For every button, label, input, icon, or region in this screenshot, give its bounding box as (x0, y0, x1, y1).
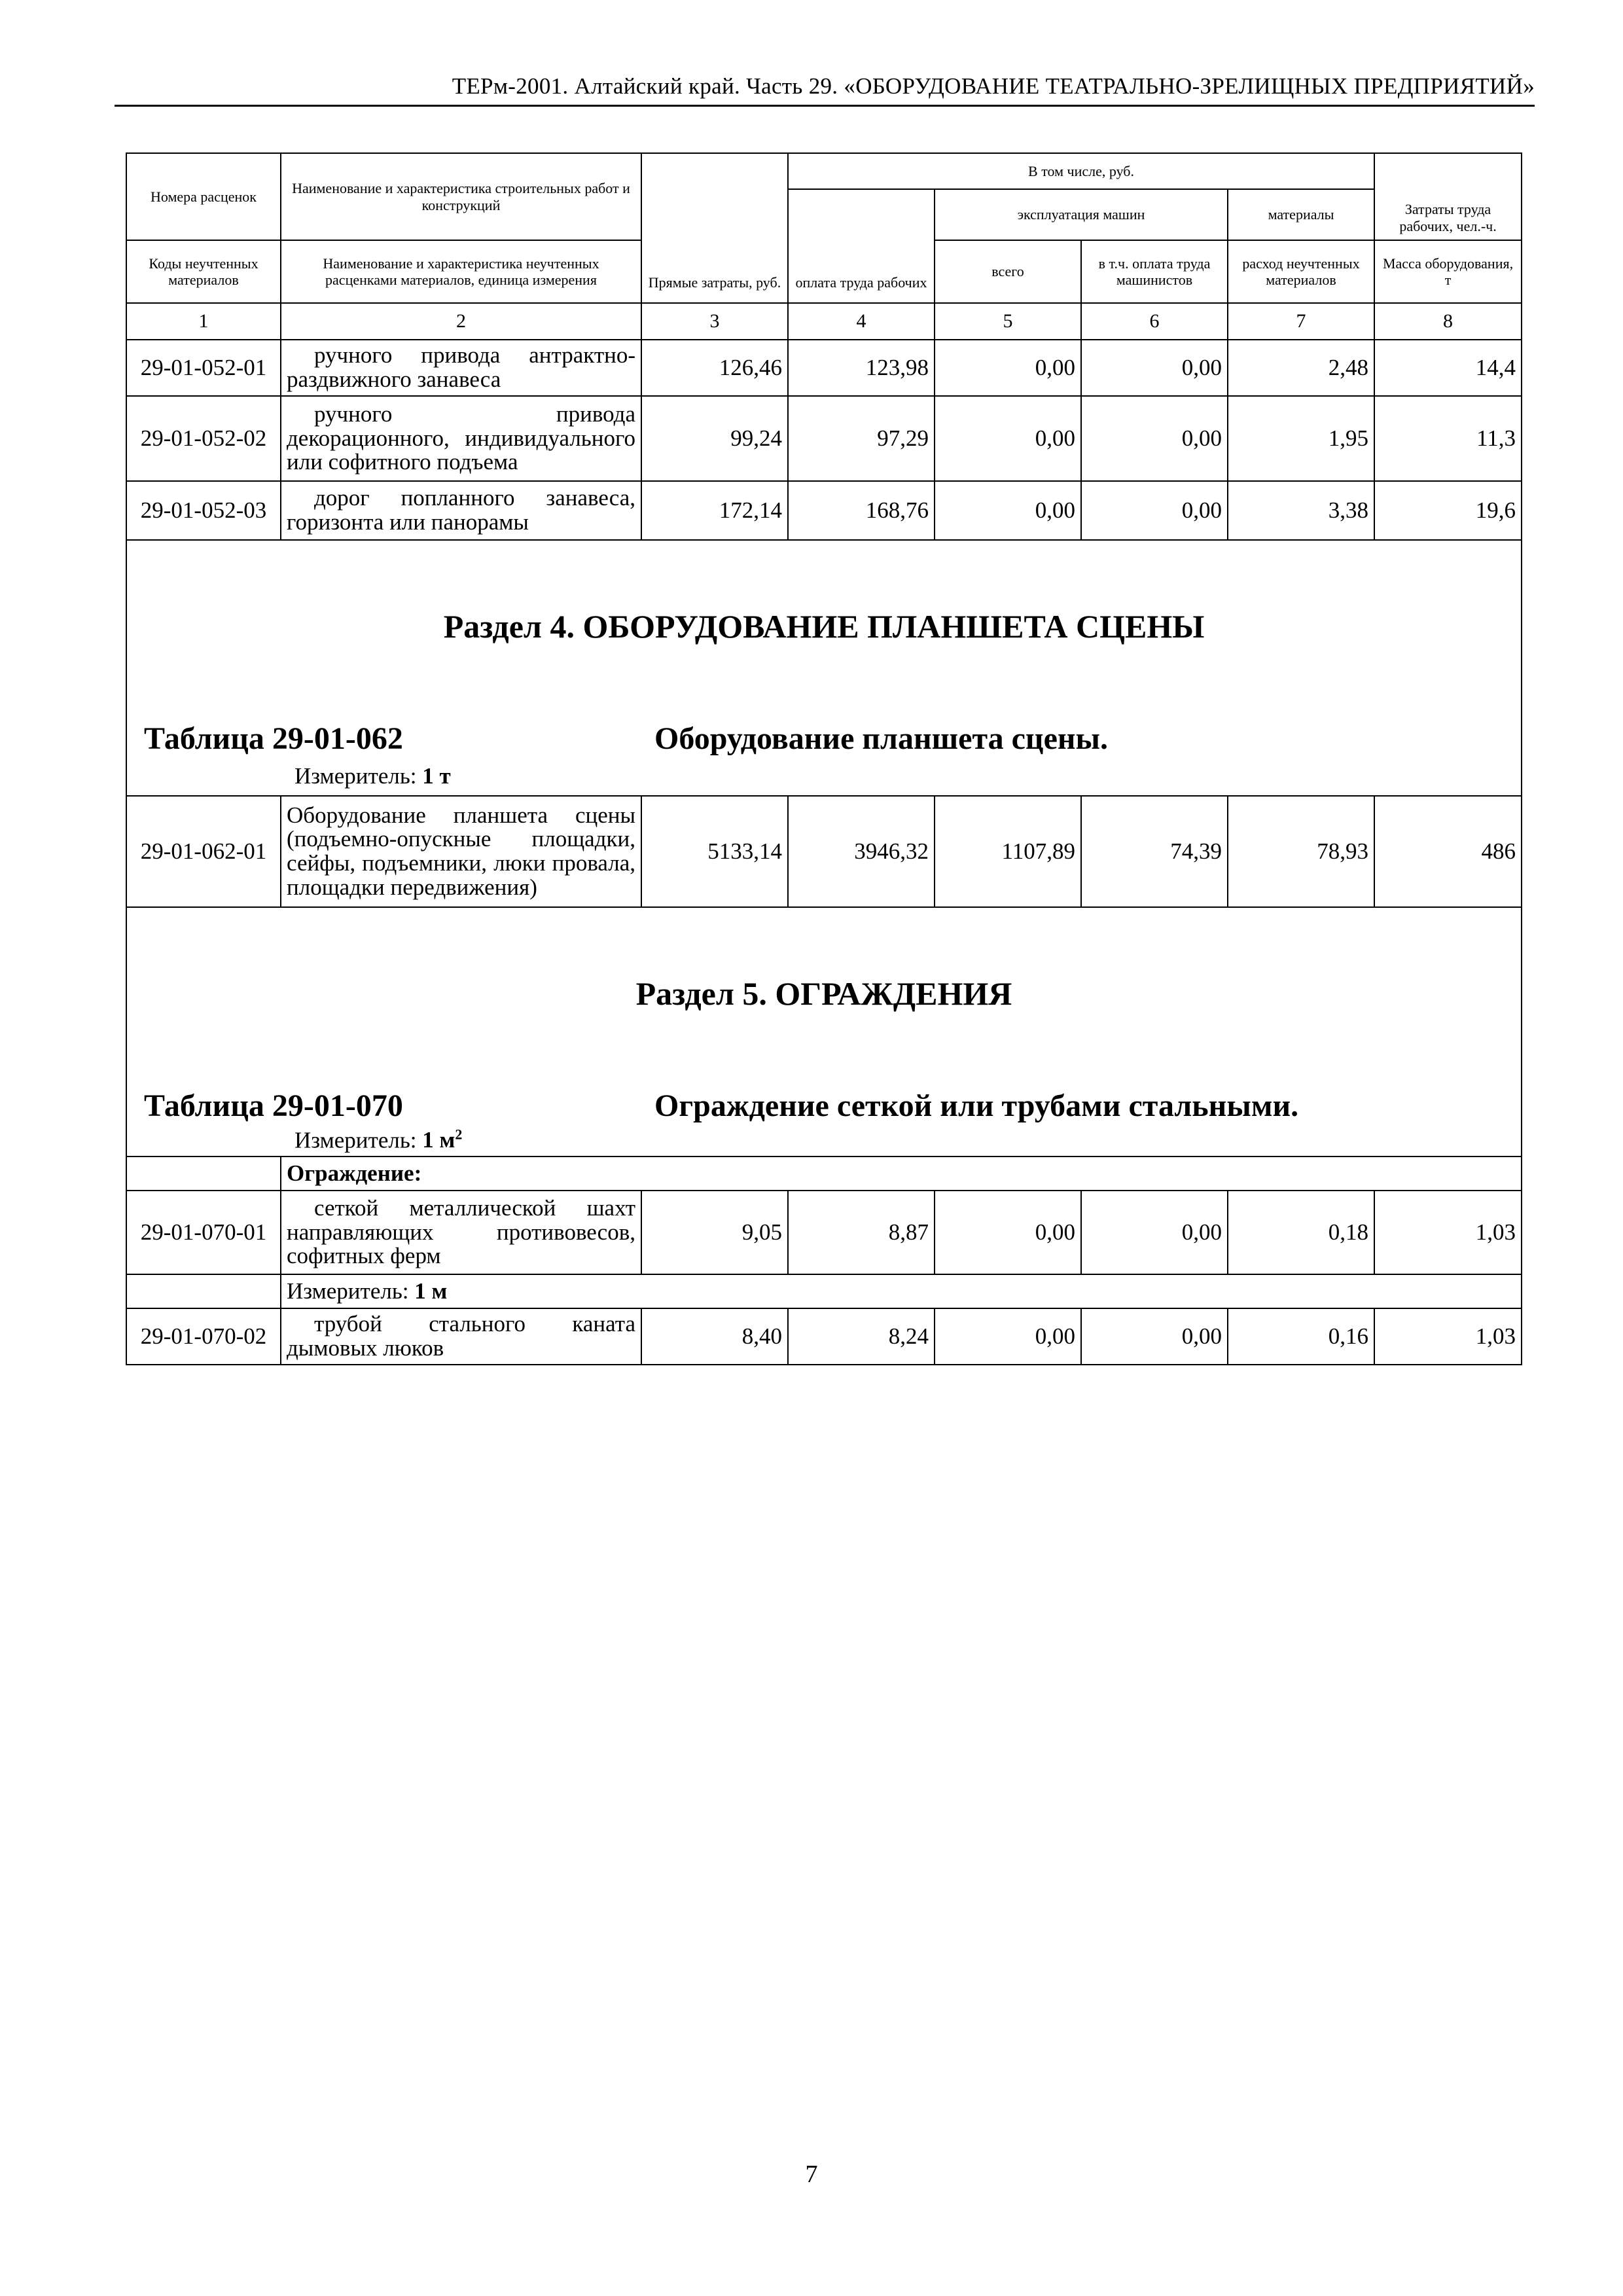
machinist-pay-value: 0,00 (1081, 396, 1228, 481)
th-total: всего (935, 240, 1081, 303)
machinist-pay-value: 74,39 (1081, 796, 1228, 907)
machine-total-value: 0,00 (935, 481, 1081, 540)
materials-value: 2,48 (1228, 340, 1374, 396)
labor-pay-value: 168,76 (788, 481, 935, 540)
direct-costs-value: 8,40 (641, 1308, 788, 1365)
materials-value: 0,18 (1228, 1191, 1374, 1274)
labor-hours-value: 11,3 (1374, 396, 1522, 481)
labor-pay-value: 97,29 (788, 396, 935, 481)
table-row (126, 396, 1522, 481)
measure-unit-value: 1 м (414, 1278, 448, 1304)
measure-row (126, 1124, 1522, 1157)
machine-total-value: 0,00 (935, 340, 1081, 396)
machinist-pay-value: 0,00 (1081, 1191, 1228, 1274)
running-header-title: ТЕРм-2001. Алтайский край. Часть 29. «ОБОРУДОВАНИЕ ТЕАТРАЛЬНО-ЗРЕЛИЩНЫХ ПРЕДПРИЯТИЙ» (452, 73, 1535, 99)
running-header (115, 73, 1535, 107)
th-materials: материалы (1228, 189, 1374, 240)
machinist-pay-value: 0,00 (1081, 1308, 1228, 1365)
col-number: 3 (641, 303, 788, 340)
direct-costs-value: 5133,14 (641, 796, 788, 907)
rates-table (126, 152, 1522, 1365)
th-labor-costs: Затраты труда рабочих, чел.-ч. (1374, 153, 1522, 240)
th-equipment-mass: Масса оборудования, т (1374, 240, 1522, 303)
materials-value: 1,95 (1228, 396, 1374, 481)
machinist-pay-value: 0,00 (1081, 340, 1228, 396)
col-number: 5 (935, 303, 1081, 340)
table-number: Таблица 29-01-062 (144, 721, 403, 756)
materials-value: 3,38 (1228, 481, 1374, 540)
section-title: Раздел 4. ОБОРУДОВАНИЕ ПЛАНШЕТА СЦЕНЫ (443, 608, 1205, 645)
machinist-pay-value: 0,00 (1081, 481, 1228, 540)
col-number: 2 (281, 303, 641, 340)
th-machine-operation: эксплуатация машин (935, 189, 1228, 240)
direct-costs-value: 172,14 (641, 481, 788, 540)
labor-hours-value: 14,4 (1374, 340, 1522, 396)
section-heading (126, 907, 1522, 1124)
rate-code: 29-01-052-01 (126, 340, 281, 396)
machine-total-value: 0,00 (935, 1308, 1081, 1365)
labor-hours-value: 19,6 (1374, 481, 1522, 540)
direct-costs-value: 99,24 (641, 396, 788, 481)
th-direct-costs: Прямые затраты, руб. (641, 153, 788, 303)
th-material-codes: Коды неучтенных материалов (126, 240, 281, 303)
rate-code: 29-01-070-02 (126, 1308, 281, 1365)
col-number: 4 (788, 303, 935, 340)
table-row (126, 481, 1522, 540)
rate-code: 29-01-052-02 (126, 396, 281, 481)
group-label: Ограждение: (281, 1157, 1522, 1191)
measure-unit-value: 1 т (422, 762, 451, 789)
table-row (126, 796, 1522, 907)
measure-unit: Измеритель: 1 т (294, 762, 451, 789)
table-title: Оборудование планшета сцены. (654, 721, 1108, 756)
labor-hours-value: 1,03 (1374, 1308, 1522, 1365)
table-caption (132, 1088, 1516, 1124)
th-unaccounted-materials: расход неучтенных материалов (1228, 240, 1374, 303)
measure-unit-exponent: 2 (455, 1126, 463, 1143)
section-title: Раздел 5. ОГРАЖДЕНИЯ (635, 975, 1012, 1012)
materials-value: 78,93 (1228, 796, 1374, 907)
labor-hours-value: 486 (1374, 796, 1522, 907)
measure-unit: Измеритель: 1 $м^2$ (294, 1126, 463, 1153)
labor-hours-value: 1,03 (1374, 1191, 1522, 1274)
table-title: Ограждение сеткой или трубами стальными. (654, 1088, 1299, 1123)
th-material-names: Наименование и характеристика неучтенных расценками материалов, единица измерения (281, 240, 641, 303)
table-row (126, 1308, 1522, 1365)
machine-total-value: 0,00 (935, 1191, 1081, 1274)
table-number: Таблица 29-01-070 (144, 1088, 403, 1123)
materials-value: 0,16 (1228, 1308, 1374, 1365)
rate-name: ручного привода декорационного, индивидуального или софитного подъема (281, 396, 641, 481)
table-row (126, 340, 1522, 396)
measure-row (126, 757, 1522, 796)
labor-pay-value: 8,87 (788, 1191, 935, 1274)
direct-costs-value: 9,05 (641, 1191, 788, 1274)
labor-pay-value: 123,98 (788, 340, 935, 396)
labor-pay-value: 8,24 (788, 1308, 935, 1365)
table-caption (132, 721, 1516, 757)
th-works-name: Наименование и характеристика строительных работ и конструкций (281, 153, 641, 240)
measure-unit-value: 1 м (422, 1127, 455, 1153)
measure-unit: Измеритель: 1 м (281, 1274, 1522, 1308)
rate-name: трубой стального каната дымовых люков (281, 1308, 641, 1365)
th-labor-pay: оплата труда рабочих (788, 189, 935, 303)
col-number: 8 (1374, 303, 1522, 340)
rate-name: ручного привода антрактно-раздвижного занавеса (281, 340, 641, 396)
direct-costs-value: 126,46 (641, 340, 788, 396)
col-number: 1 (126, 303, 281, 340)
table-row (126, 1191, 1522, 1274)
page-number: 7 (805, 2161, 818, 2188)
rate-name: Оборудование планшета сцены (подъемно-опускные площадки, сейфы, подъемники, люки провала, площадки передвижения) (281, 796, 641, 907)
th-incl-machinist-pay: в т.ч. оплата труда машинистов (1081, 240, 1228, 303)
machine-total-value: 0,00 (935, 396, 1081, 481)
section-heading (126, 540, 1522, 757)
rate-name: сеткой металлической шахт направляющих противовесов, софитных ферм (281, 1191, 641, 1274)
rate-name: дорог попланного занавеса, горизонта или панорамы (281, 481, 641, 540)
rate-code: 29-01-052-03 (126, 481, 281, 540)
th-rate-numbers: Номера расценок (126, 153, 281, 240)
labor-pay-value: 3946,32 (788, 796, 935, 907)
col-number: 7 (1228, 303, 1374, 340)
th-including: В том числе, руб. (788, 153, 1374, 189)
col-number: 6 (1081, 303, 1228, 340)
rate-code: 29-01-070-01 (126, 1191, 281, 1274)
machine-total-value: 1107,89 (935, 796, 1081, 907)
rate-code: 29-01-062-01 (126, 796, 281, 907)
